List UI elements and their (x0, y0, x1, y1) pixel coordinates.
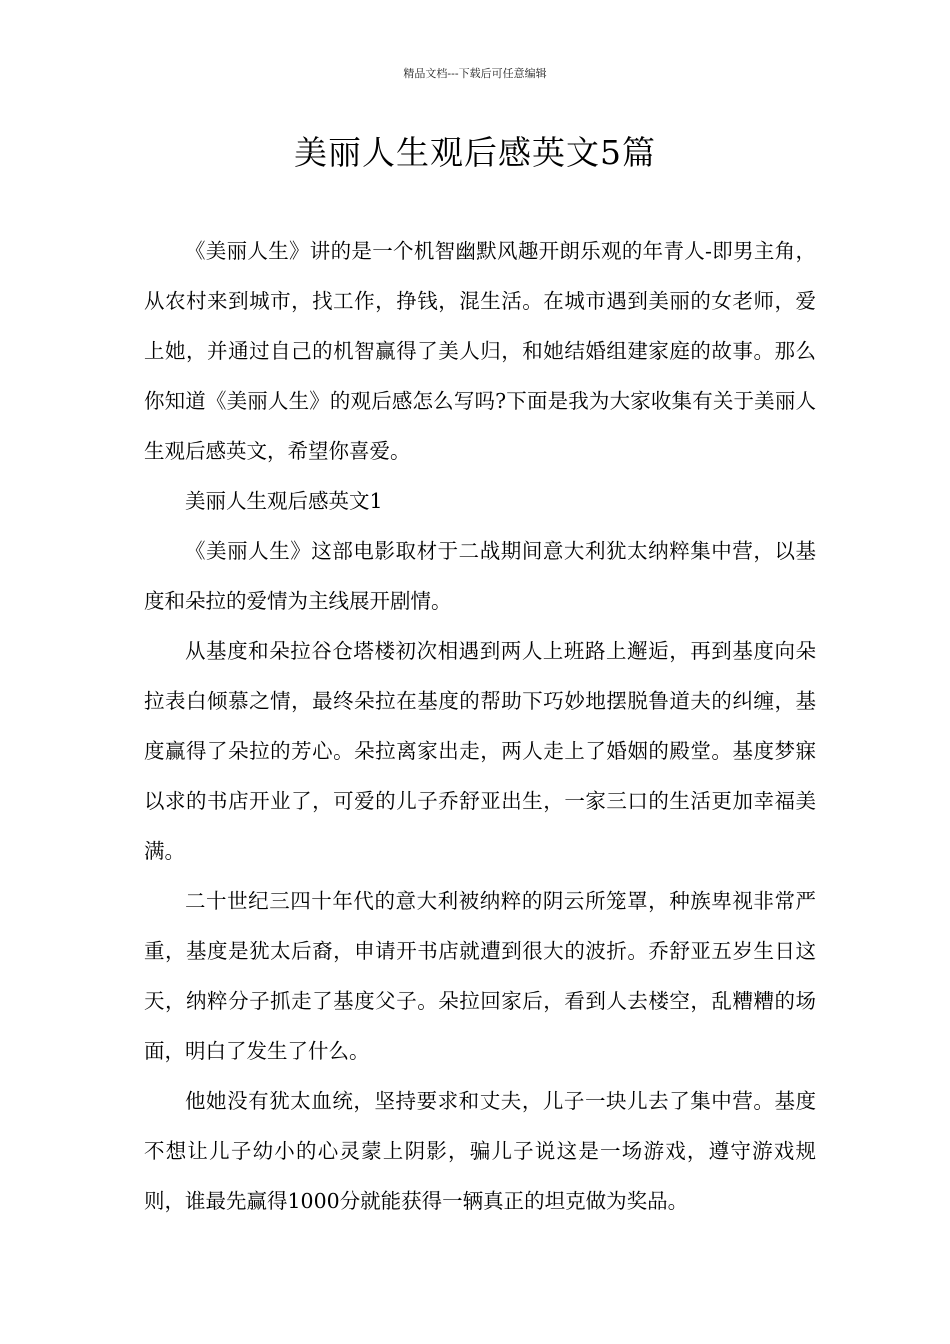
document-title: 美丽人生观后感英文5篇 (294, 133, 656, 172)
body-paragraph: 从基度和朵拉谷仓塔楼初次相遇到两人上班路上邂逅，再到基度向朵拉表白倾慕之情，最终朵拉在基度的帮助下巧妙地摆脱鲁道夫的纠缠，基度赢得了朵拉的芳心。朵拉离家出走，两人走上了婚姻的殿堂。基度梦寐以求的书店开业了，可爱的儿子乔舒亚出生，一家三口的生活更加幸福美满。 (144, 639, 816, 863)
body-paragraph: 二十世纪三四十年代的意大利被纳粹的阴云所笼罩，种族卑视非常严重，基度是犹太后裔，申请开书店就遭到很大的波折。乔舒亚五岁生日这天，纳粹分子抓走了基度父子。朵拉回家后，看到人去楼空，乱糟糟的场面，明白了发生了什么。 (144, 889, 816, 1063)
body-paragraph: 《美丽人生》这部电影取材于二战期间意大利犹太纳粹集中营，以基度和朵拉的爱情为主线展开剧情。 (144, 539, 816, 613)
document-body (144, 226, 816, 1226)
body-paragraph: 他她没有犹太血统，坚持要求和丈夫，儿子一块儿去了集中营。基度不想让儿子幼小的心灵蒙上阴影，骗儿子说这是一场游戏，遵守游戏规则，谁最先赢得1000分就能获得一辆真正的坦克做为奖品。 (144, 1089, 816, 1213)
section-heading: 美丽人生观后感英文1 (185, 489, 383, 513)
header-note: 精品文档---下载后可任意编辑 (403, 67, 547, 80)
intro-paragraph: 《美丽人生》讲的是一个机智幽默风趣开朗乐观的年青人-即男主角，从农村来到城市，找工作，挣钱，混生活。在城市遇到美丽的女老师，爱上她，并通过自己的机智赢得了美人归，和她结婚组建家庭的故事。那么你知道《美丽人生》的观后感怎么写吗?下面是我为大家收集有关于美丽人生观后感英文，希望你喜爱。 (144, 239, 816, 463)
